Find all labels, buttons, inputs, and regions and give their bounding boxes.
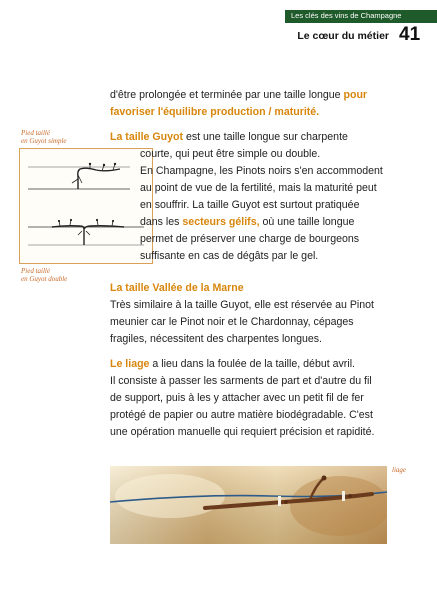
vine-tying-photo	[110, 466, 387, 544]
series-banner	[285, 10, 437, 23]
caption-guyot-simple: Pied taillé en Guyot simple	[21, 129, 67, 145]
page-number: 41	[399, 24, 421, 45]
section-title: Le cœur du métier	[297, 30, 389, 42]
liage-paragraph: Le liage a lieu dans la foulée de la taille, début avril. Il consiste à passer les sarments de part et d'autre du fil de support, puis à les y attacher avec un petit fil de fer protégé de papier ou autre matière biodégradable. C'est une opération manuelle qui requiert précision et rapidité.	[110, 358, 375, 438]
intro-accent-1: pour	[343, 89, 368, 101]
vallee-paragraph: La taille Vallée de la Marne Très similaire à la taille Guyot, elle est réservée au Pinot meunier car le Pinot noir et le Chardonnay, cépages fragiles, nécessitent des charpentes longues.	[110, 280, 410, 348]
secteurs-gelifs: secteurs gélifs,	[182, 216, 260, 228]
caption-liage: liage	[392, 466, 406, 474]
intro-accent-2: favoriser l'équilibre production / maturité.	[110, 106, 320, 118]
caption-guyot-double: Pied taillé en Guyot double	[21, 267, 68, 283]
liage-heading: Le liage	[110, 358, 150, 370]
liage-photo	[110, 466, 387, 544]
vallee-heading: La taille Vallée de la Marne	[110, 282, 244, 294]
series-title: Les clés des vins de Champagne	[291, 11, 402, 20]
guyot-paragraph: La taille Guyot est une taille longue sur charpente courte, qui peut être simple ou double. En Champagne, les Pinots noirs s'en accommodent au point de vue de la fertilité, mais la maturité peut en souffrir. La taille Guyot est surtout pratiquée dans les secteurs gélifs, où une taille longue permet de préserver une charge de bourgeons suffisante en cas de dégâts par le gel.	[110, 131, 383, 262]
intro-paragraph	[110, 87, 410, 121]
intro-line-1: d'être prolongée et terminée par une taille longue	[110, 89, 341, 101]
guyot-heading: La taille Guyot	[110, 131, 183, 143]
